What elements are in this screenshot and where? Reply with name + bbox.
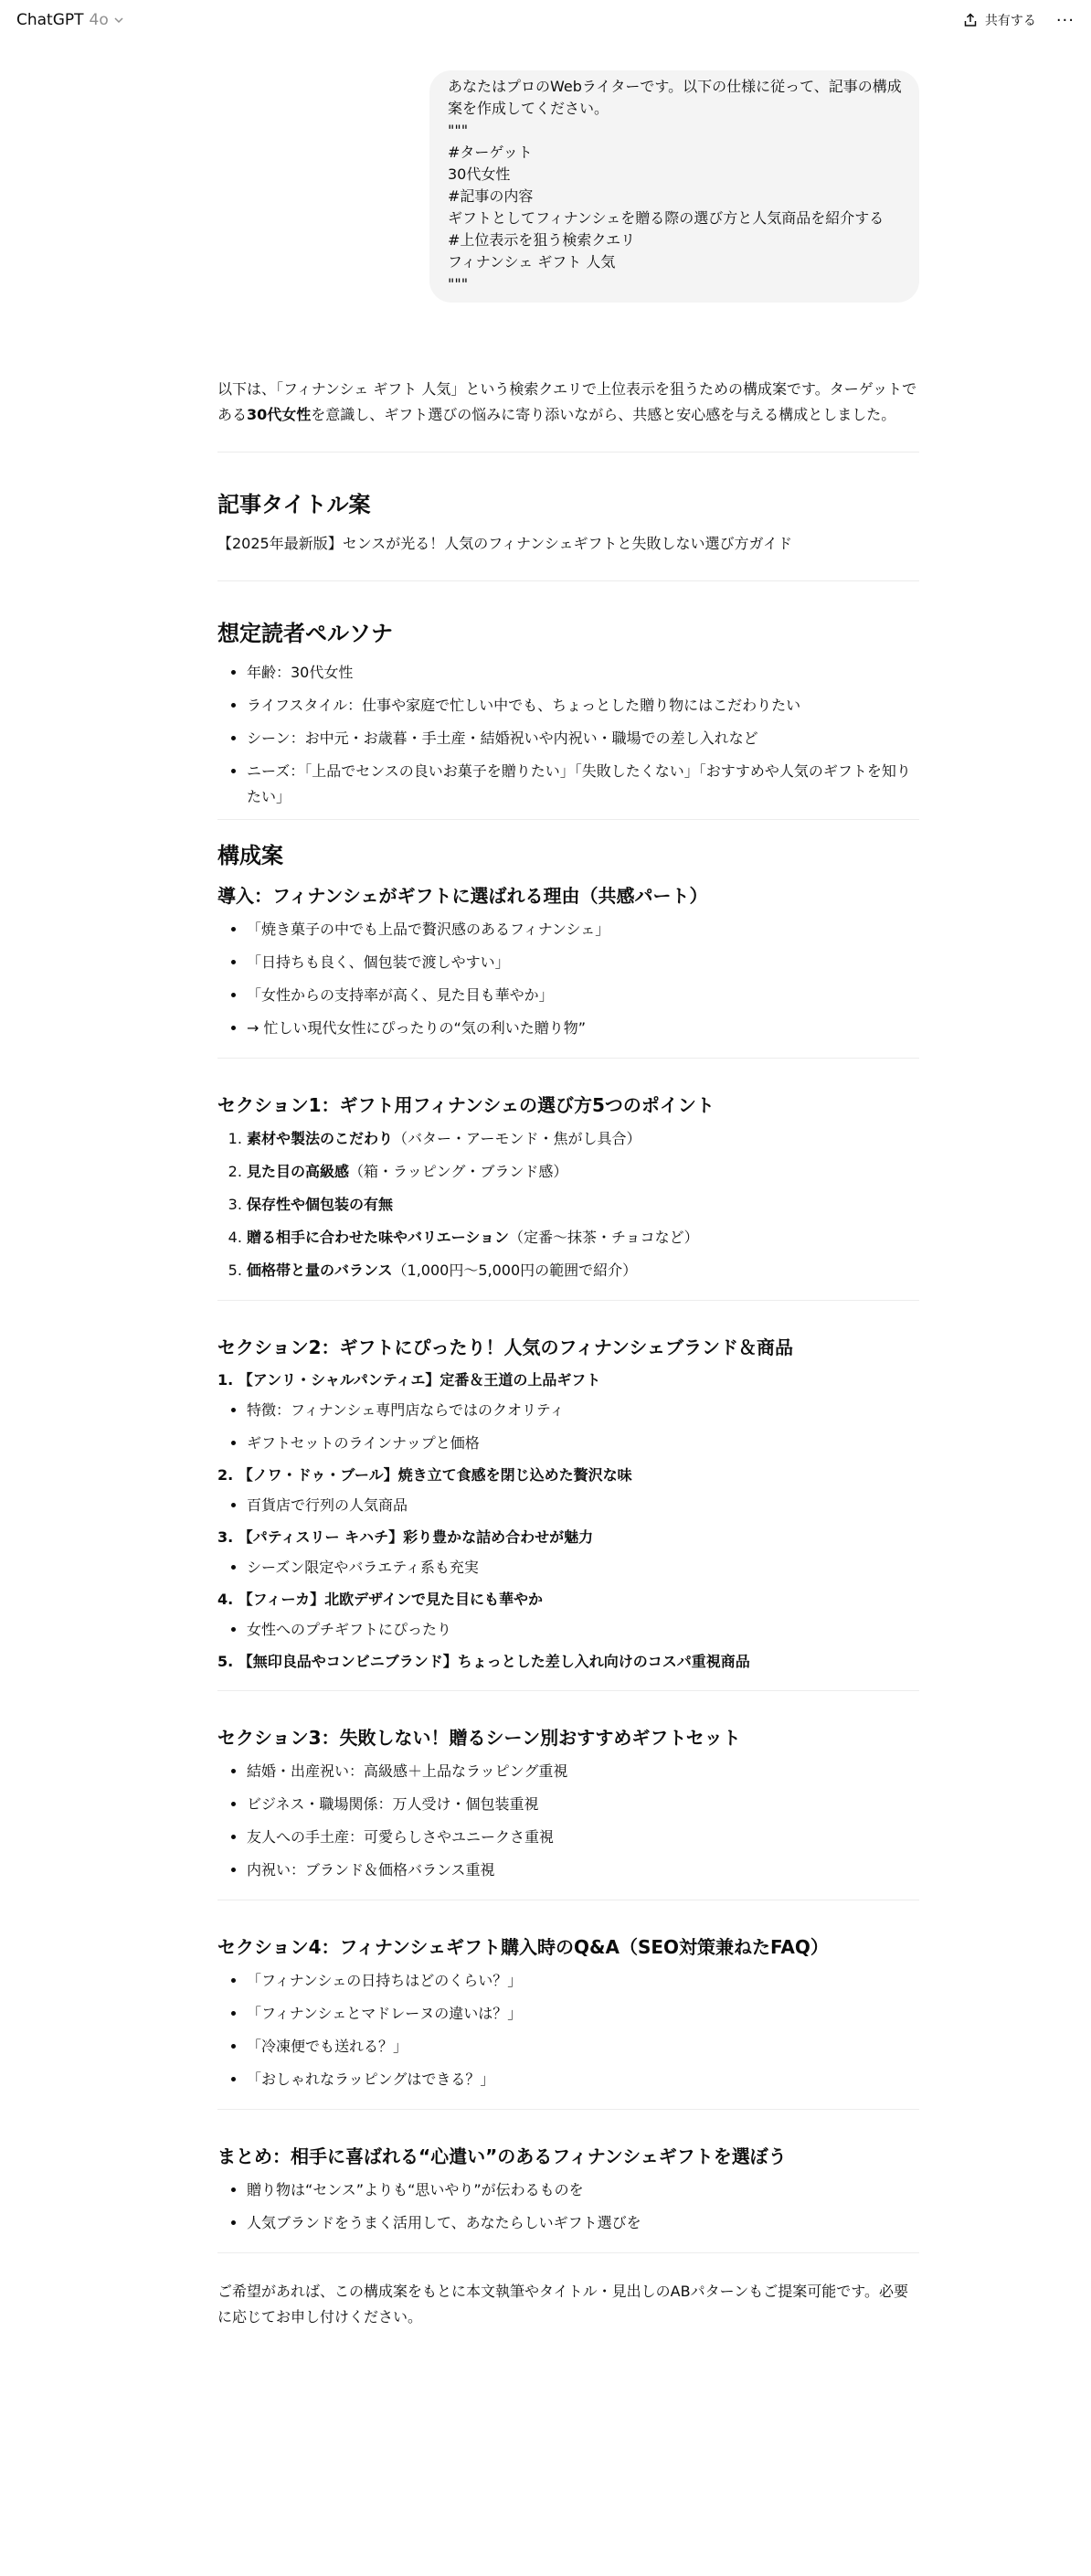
intro-text-rest: を意識し、ギフト選びの悩みに寄り添いながら、共感と安心感を与える構成としました。 [311,406,896,423]
list-item: • 年齢：30代女性 [247,660,919,686]
list-item: • 「日持ちも良く、個包装で渡しやすい」 [247,950,919,975]
list-item [247,1126,919,1152]
intro-section-heading: 導入：フィナンシェがギフトに選ばれる理由（共感パート） [217,885,708,907]
structure-heading: 構成案 [217,843,283,868]
list-item: • 特徴：フィナンシェ専門店ならではのクオリティ [247,1398,919,1423]
user-message-line: """ [448,122,469,139]
intro-text: 以下は、「フィナンシェ ギフト 人気」という検索クエリで上位表示を狙うための構成案です。ターゲットである [217,380,917,423]
brand-list [217,1617,919,1643]
list-item: • 「おしゃれなラッピングはできる？」 [247,2067,919,2092]
share-button[interactable] [963,11,1036,29]
list-item: • 「女性からの支持率が高く、見た目も華やか」 [247,983,919,1008]
item-bold: 贈る相手に合わせた味やバリエーション [247,1229,510,1246]
brand-list [217,1493,919,1518]
list-item: • 友人への手土産：可愛らしさやユニークさ重視 [247,1825,919,1850]
more-options-icon[interactable]: ··· [1055,10,1075,30]
user-message-line: """ [448,275,469,293]
section1-list [217,1126,919,1283]
intro-bold: 30代女性 [247,406,312,423]
section3-heading: セクション3：失敗しない！贈るシーン別おすすめギフトセット [217,1727,741,1749]
list-item: • ビジネス・職場関係：万人受け・個包装重視 [247,1792,919,1817]
section3-list [217,1759,919,1883]
list-item [247,1159,919,1185]
list-item: • シーズン限定やバラエティ系も充実 [247,1555,919,1581]
user-message-line: ギフトとしてフィナンシェを贈る際の選び方と人気商品を紹介する [448,209,884,227]
divider [217,1058,919,1059]
item-rest: （バター・アーモンド・焦がし具合） [393,1130,641,1147]
user-message-line: #記事の内容 [448,187,534,205]
list-item: • ギフトセットのラインナップと価格 [247,1431,919,1456]
intro-list [217,917,919,1041]
item-bold: 価格帯と量のバランス [247,1261,393,1279]
list-item [247,1258,919,1283]
section1-heading: セクション1：ギフト用フィナンシェの選び方5つのポイント [217,1094,715,1116]
section4-list [217,1968,919,2092]
share-icon [963,13,978,27]
user-message-line: #上位表示を狙う検索クエリ [448,231,636,249]
model-version: 4o [89,11,109,29]
user-message-line: フィナンシェ ギフト 人気 [448,253,616,271]
top-actions [963,11,1075,30]
list-item [247,1192,919,1218]
top-bar [0,0,1091,40]
list-item: • 内祝い：ブランド＆価格バランス重視 [247,1857,919,1883]
divider [217,580,919,581]
item-rest: （1,000円〜5,000円の範囲で紹介） [392,1261,638,1279]
chevron-down-icon [114,16,123,25]
list-item [247,1225,919,1251]
item-rest: （定番〜抹茶・チョコなど） [509,1229,699,1246]
list-item: • ライフスタイル：仕事や家庭で忙しい中でも、ちょっとした贈り物にはこだわりたい [247,693,919,719]
user-message-line: #ターゲット [448,144,533,161]
item-rest: （箱・ラッピング・ブランド感） [349,1163,568,1180]
title-proposal: 【2025年最新版】センスが光る！人気のフィナンシェギフトと失敗しない選び方ガイド [217,535,792,552]
list-item: • 女性へのプチギフトにぴったり [247,1617,919,1643]
divider [217,1690,919,1691]
list-item: • ニーズ：「上品でセンスの良いお菓子を贈りたい」「失敗したくない」「おすすめや人気のギフトを知りたい」 [247,759,919,810]
summary-list [217,2177,919,2236]
list-item: • 贈り物は“センス”よりも“思いやり”が伝わるものを [247,2177,919,2203]
title-heading: 記事タイトル案 [217,492,371,517]
brand-heading: 1. 【アンリ・シャルパンティエ】定番＆王道の上品ギフト [217,1371,601,1389]
summary-heading: まとめ：相手に喜ばれる“心遣い”のあるフィナンシェギフトを選ぼう [217,2145,787,2167]
list-item: • 「フィナンシェの日持ちはどのくらい？」 [247,1968,919,1994]
model-selector[interactable] [16,11,123,29]
app-name: ChatGPT [16,11,84,29]
brand-heading: 5. 【無印良品やコンビニブランド】ちょっとした差し入れ向けのコスパ重視商品 [217,1653,750,1670]
section4-heading: セクション4：フィナンシェギフト購入時のQ&A（SEO対策兼ねたFAQ） [217,1936,829,1958]
divider [217,819,919,820]
list-item: • 「冷凍便でも送れる？」 [247,2034,919,2060]
persona-list [217,660,919,810]
section2-heading: セクション2：ギフトにぴったり！人気のフィナンシェブランド＆商品 [217,1336,794,1358]
brand-list [217,1555,919,1581]
user-message-line: 案を作成してください。 [448,100,609,117]
list-item: • 「フィナンシェとマドレーヌの違いは？」 [247,2001,919,2027]
list-item: • 人気ブランドをうまく活用して、あなたらしいギフト選びを [247,2210,919,2236]
user-message [429,70,919,303]
list-item: • 百貨店で行列の人気商品 [247,1493,919,1518]
list-item: • シーン：お中元・お歳暮・手土産・結婚祝いや内祝い・職場での差し入れなど [247,726,919,751]
brand-heading: 2. 【ノワ・ドゥ・ブール】焼き立て食感を閉じ込めた贅沢な味 [217,1466,632,1484]
item-bold: 見た目の高級感 [247,1163,350,1180]
user-message-line: あなたはプロのWebライターです。以下の仕様に従って、記事の構成 [448,78,902,95]
closing-text: ご希望があれば、この構成案をもとに本文執筆やタイトル・見出しのABパターンもご提案可能です。必要に応じてお申し付けください。 [217,2283,909,2326]
list-item: • → 忙しい現代女性にぴったりの“気の利いた贈り物” [247,1016,919,1041]
persona-heading: 想定読者ペルソナ [217,621,393,646]
divider [217,1300,919,1301]
item-bold: 保存性や個包装の有無 [247,1196,394,1213]
item-bold: 素材や製法のこだわり [247,1130,394,1147]
list-item: • 結婚・出産祝い：高級感＋上品なラッピング重視 [247,1759,919,1784]
divider [217,2109,919,2110]
brand-heading: 4. 【フィーカ】北欧デザインで見た目にも華やか [217,1591,544,1608]
divider [217,2252,919,2253]
brand-heading: 3. 【パティスリー キハチ】彩り豊かな詰め合わせが魅力 [217,1528,594,1546]
list-item: • 「焼き菓子の中でも上品で贅沢感のあるフィナンシェ」 [247,917,919,942]
assistant-message [217,377,919,2330]
user-message-line: 30代女性 [448,165,511,183]
brand-list [217,1398,919,1456]
share-label: 共有する [984,14,1036,28]
answer-intro [217,377,919,428]
